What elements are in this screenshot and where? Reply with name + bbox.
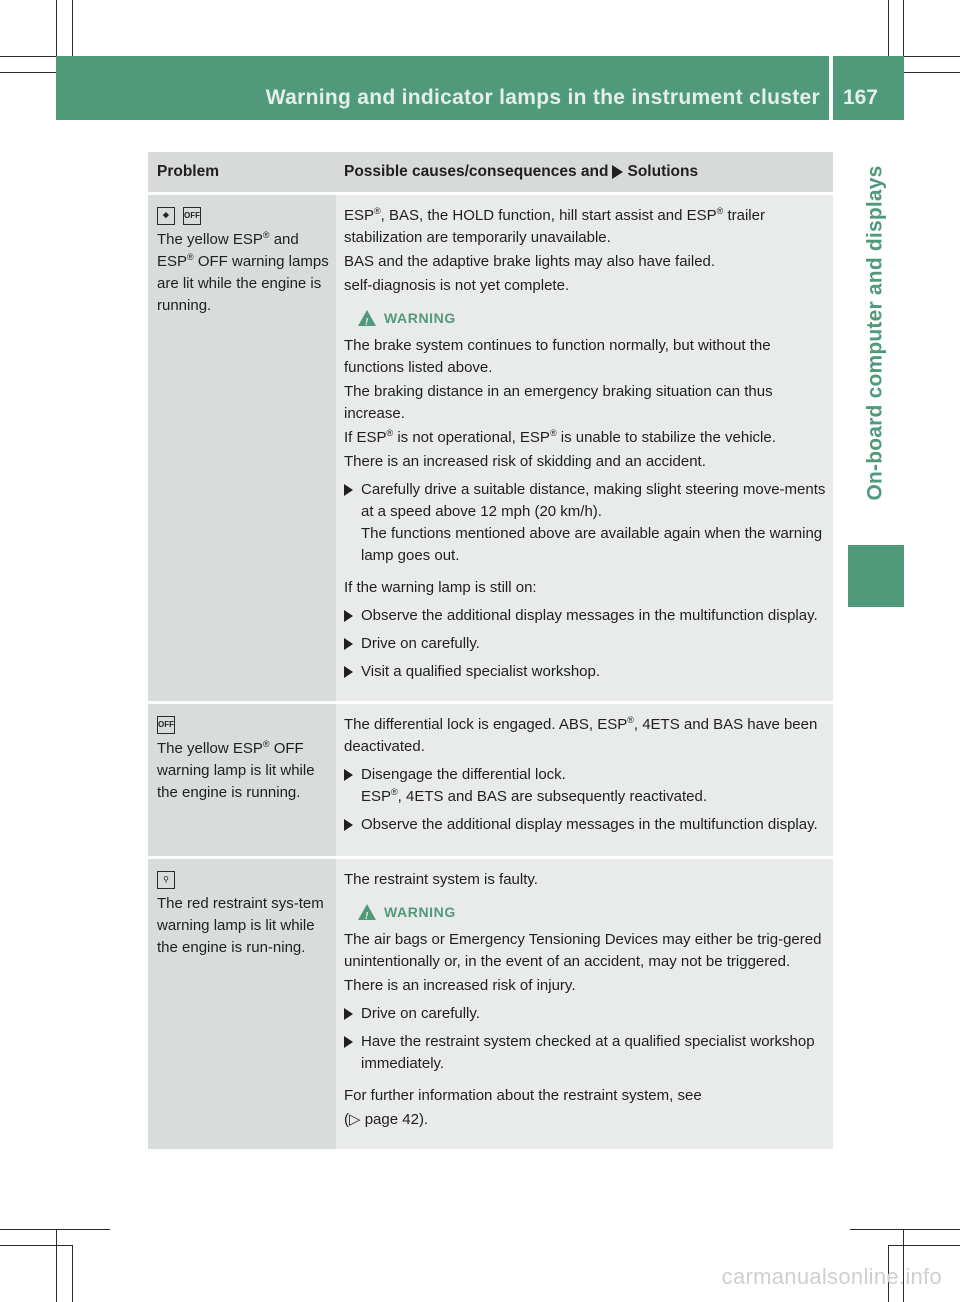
solution-arrow-icon	[612, 165, 623, 179]
page-reference[interactable]: (▷ page 42).	[344, 1111, 429, 1128]
crop-mark	[56, 1229, 57, 1302]
step-arrow-icon	[344, 610, 353, 622]
chapter-tab-marker	[848, 545, 904, 607]
chapter-tab-label: On-board computer and displays	[864, 164, 887, 501]
solution-cell: The differential lock is engaged. ABS, ESP®, 4ETS and BAS have been deactivated. Disengage the differential lock. ESP®, 4ETS and BAS are subsequently reactivated. Observe the additional display messages in the multifunction display.	[336, 704, 833, 856]
step-arrow-icon	[344, 769, 353, 781]
header-divider	[829, 56, 833, 120]
esp-warning-icon: ⛖	[157, 207, 175, 225]
step-arrow-icon	[344, 1008, 353, 1020]
warning-triangle-icon	[358, 310, 376, 326]
column-header-problem: Problem	[157, 163, 220, 180]
table-row	[148, 701, 833, 856]
crop-mark	[850, 1229, 960, 1230]
action-step: Drive on carefully.	[344, 1003, 827, 1025]
table-row	[148, 192, 833, 701]
step-arrow-icon	[344, 1036, 353, 1048]
action-step: Carefully drive a suitable distance, making slight steering move-ments at a speed above 12 mph (20 km/h). The functions mentioned above are available again when the warning lamp goes out.	[344, 479, 827, 567]
problem-cell: OFF The yellow ESP® OFF warning lamp is lit while the engine is running.	[148, 704, 336, 856]
watermark: carmanualsonline.info	[721, 1264, 942, 1289]
action-step: Have the restraint system checked at a qualified specialist workshop immediately.	[344, 1031, 827, 1075]
crop-mark	[888, 1245, 960, 1246]
crop-mark	[0, 1245, 72, 1246]
crop-mark	[72, 1245, 73, 1302]
page-title: Warning and indicator lamps in the instrument cluster	[265, 86, 820, 109]
step-arrow-icon	[344, 638, 353, 650]
warning-lamp-table	[148, 152, 833, 1149]
esp-off-warning-icon: OFF	[157, 716, 175, 734]
action-step: Observe the additional display messages in the multifunction display.	[344, 605, 827, 627]
problem-cell: ⚲ The red restraint sys-tem warning lamp is lit while the engine is run-ning.	[148, 859, 336, 1149]
warning-triangle-icon	[358, 904, 376, 920]
step-arrow-icon	[344, 819, 353, 831]
crop-mark	[0, 1229, 110, 1230]
warning-heading: ! WARNING	[358, 901, 827, 923]
esp-off-warning-icon: OFF	[183, 207, 201, 225]
step-arrow-icon	[344, 484, 353, 496]
step-arrow-icon	[344, 666, 353, 678]
warning-heading: ! WARNING	[358, 307, 827, 329]
action-step: Drive on carefully.	[344, 633, 827, 655]
column-header-solutions: Possible causes/consequences and Solutions	[344, 163, 699, 180]
crop-mark	[888, 0, 889, 56]
page-number: 167	[842, 86, 878, 109]
table-header	[148, 152, 833, 192]
action-step: Visit a qualified specialist workshop.	[344, 661, 827, 683]
page-header	[56, 56, 904, 120]
restraint-system-icon: ⚲	[157, 871, 175, 889]
solution-cell: The restraint system is faulty. ! WARNING The air bags or Emergency Tensioning Devices may either be trig-gered unintentionally or, in the event of an accident, may not be triggered. There is an increased risk of injury. Drive on carefully. Have the restraint system checked at a qualified specialist workshop immediately. For further information about the restraint system, see (▷ page 42).	[336, 859, 833, 1149]
action-step: Observe the additional display messages in the multifunction display.	[344, 814, 827, 836]
solution-cell: ESP®, BAS, the HOLD function, hill start assist and ESP® trailer stabilization are temporarily unavailable. BAS and the adaptive brake lights may also have failed. self-diagnosis is not yet complete. ! WARNING The brake system continues to function normally, but without the functions listed above. The braking distance in an emergency braking situation can thus increase. If ESP® is not operational, ESP® is unable to stabilize the vehicle. There is an increased risk of skidding and an accident. Carefully drive a suitable distance, making slight steering move-ments at a speed above 12 mph (20 km/h). The functions mentioned above are available again when the warning lamp goes out. If the warning lamp is still on: Observe the additional display messages in the multifunction display. Drive on carefully. Visit a qualified specialist workshop.	[336, 195, 833, 701]
action-step: Disengage the differential lock. ESP®, 4ETS and BAS are subsequently reactivated.	[344, 764, 827, 808]
chapter-tab	[848, 120, 904, 545]
table-row	[148, 856, 833, 1149]
problem-cell: ⛖ OFF The yellow ESP® and ESP® OFF warning lamps are lit while the engine is running.	[148, 195, 336, 701]
crop-mark	[72, 0, 73, 56]
